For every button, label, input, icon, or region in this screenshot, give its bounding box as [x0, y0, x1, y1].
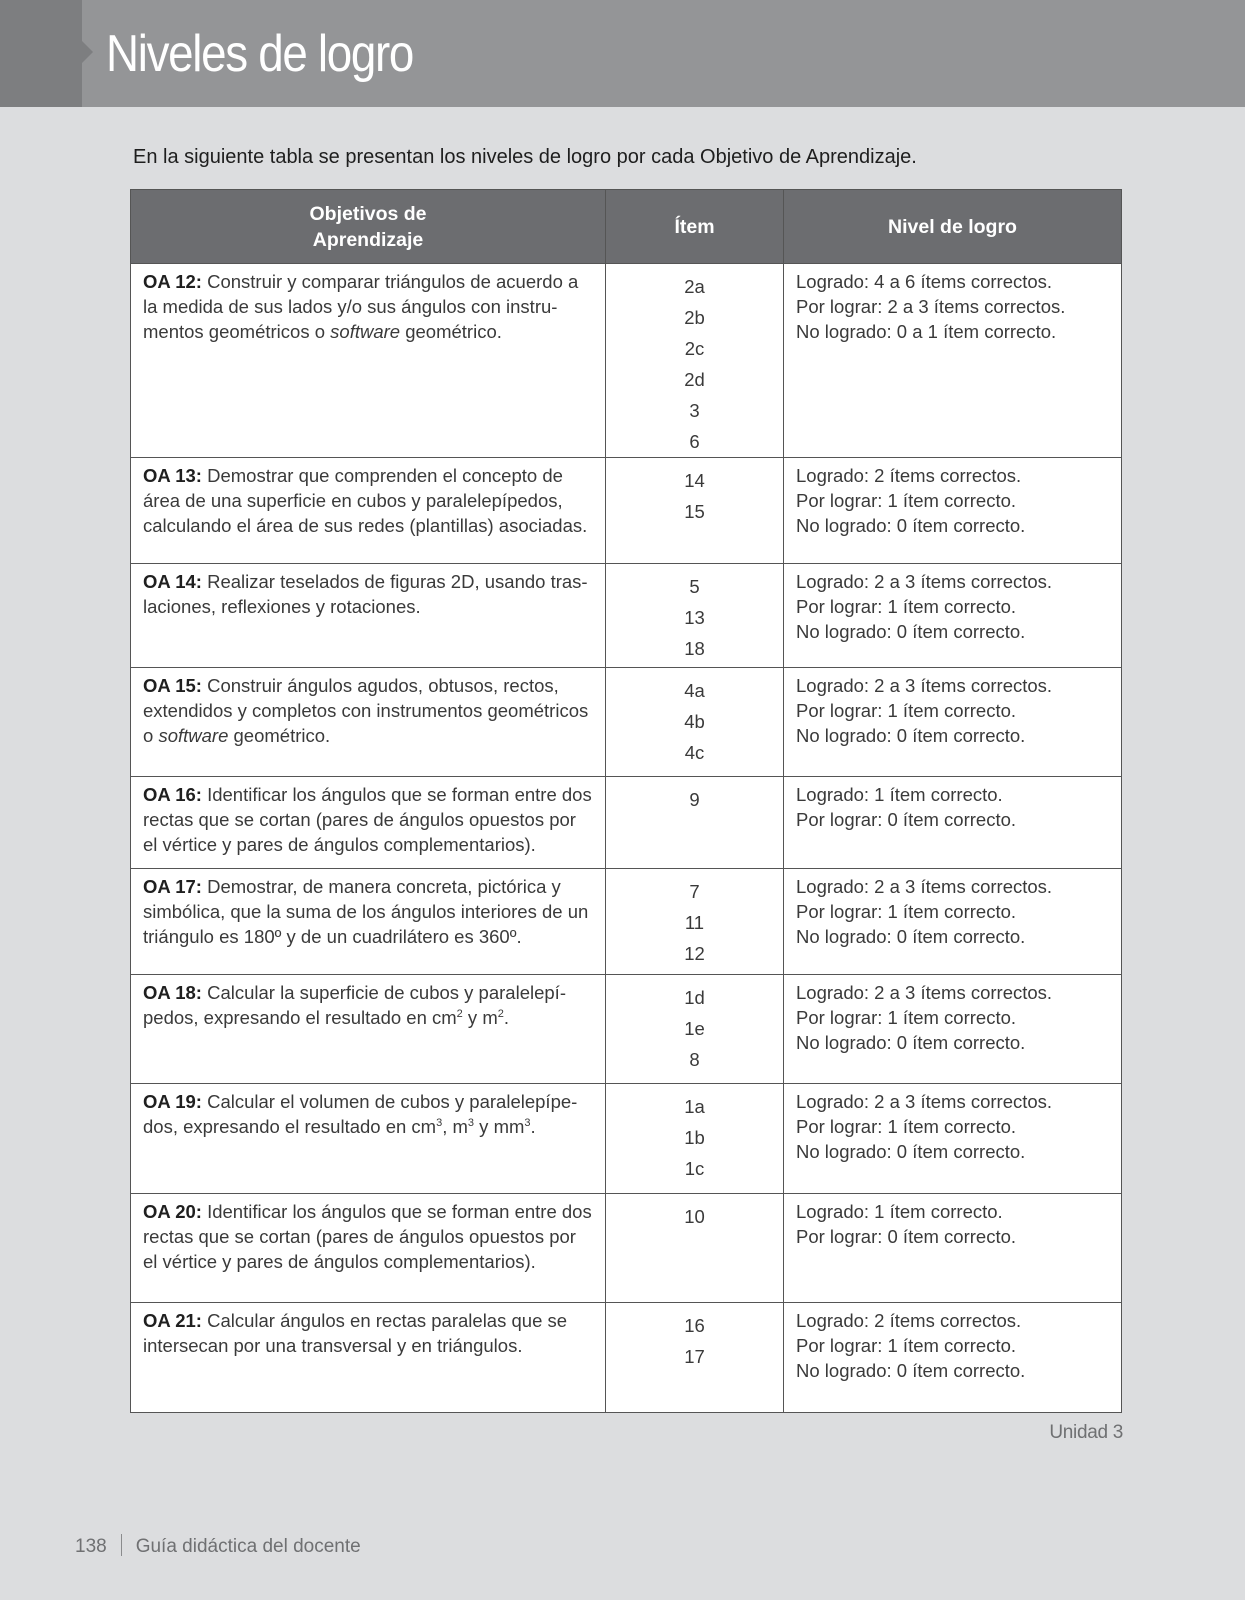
item-cell: [606, 458, 784, 564]
oa-description: Demostrar, de manera concreta, pictórica y simbólica, que la suma de los ángulos interiores de un triángulo es 180º y de un cuadrilátero es 360º.: [143, 876, 589, 947]
level-line: No logrado: 0 ítem correcto.: [796, 1141, 1026, 1162]
level-line: Por lograr: 1 ítem correcto.: [796, 490, 1017, 511]
level-line: Logrado: 1 ítem correcto.: [796, 784, 1003, 805]
oa-description: 3: [467, 1116, 475, 1129]
level-line: Logrado: 2 ítems correctos.: [796, 465, 1022, 486]
oa-description: Construir y comparar triángulos de acuerdo a la medida de sus lados y/o sus ángulos con instrumentos geométricos o: [143, 271, 579, 342]
table-row: [131, 975, 1122, 1084]
oa-description: 3: [524, 1116, 531, 1129]
table-row: [131, 1303, 1122, 1413]
footer: [75, 1534, 361, 1558]
level-cell: [784, 869, 1122, 975]
level-cell: [784, 264, 1122, 458]
item-cell: [606, 1303, 784, 1413]
item-number: 15: [684, 501, 705, 522]
level-cell: [784, 458, 1122, 564]
oa-code: OA 20:: [143, 1201, 202, 1222]
oa-description: software: [330, 321, 401, 342]
level-line: No logrado: 0 ítem correcto.: [796, 621, 1026, 642]
item-number: 18: [684, 638, 705, 659]
page-number: 138: [75, 1536, 107, 1557]
table-row: [131, 668, 1122, 777]
oa-description: 3: [436, 1116, 443, 1129]
oa-description: geométrico.: [228, 725, 331, 746]
level-line: Logrado: 2 a 3 ítems correctos.: [796, 876, 1053, 897]
item-number: 16: [684, 1315, 705, 1336]
oa-description: Demostrar que comprenden el concepto de área de una superficie en cubos y paralelepípedos, calculando el área de sus redes (plantillas) asociadas.: [143, 465, 588, 536]
oa-cell: [131, 777, 606, 869]
item-number: 2b: [684, 307, 705, 328]
oa-cell: [131, 1194, 606, 1303]
item-number: 11: [684, 912, 705, 933]
oa-cell: [131, 1084, 606, 1194]
item-number: 17: [684, 1346, 705, 1367]
footer-unit: Unidad 3: [1049, 1422, 1123, 1443]
level-line: Por lograr: 2 a 3 ítems correctos.: [796, 296, 1066, 317]
level-cell: [784, 564, 1122, 668]
item-cell: [606, 777, 784, 869]
level-cell: [784, 668, 1122, 777]
oa-description: Construir ángulos agudos, obtusos, rectos, extendidos y completos con instrumentos geométricos o: [143, 675, 589, 746]
item-number: 2a: [684, 276, 705, 297]
item-number: 2c: [684, 338, 705, 359]
item-number: 1d: [684, 987, 705, 1008]
item-cell: [606, 668, 784, 777]
item-number: 14: [684, 470, 705, 491]
level-cell: [784, 1303, 1122, 1413]
oa-code: OA 14:: [143, 571, 202, 592]
item-number: 8: [689, 1049, 700, 1070]
item-number: 13: [684, 607, 705, 628]
oa-description: Identificar los ángulos que se forman entre dos rectas que se cortan (pares de ángulos opuestos por el vértice y pares de ángulos complementarios).: [143, 784, 592, 855]
table-row: [131, 1084, 1122, 1194]
oa-code: OA 17:: [143, 876, 202, 897]
level-line: Logrado: 2 a 3 ítems correctos.: [796, 982, 1053, 1003]
table-row: [131, 458, 1122, 564]
item-cell: [606, 264, 784, 458]
level-line: No logrado: 0 ítem correcto.: [796, 1032, 1026, 1053]
oa-cell: [131, 1303, 606, 1413]
header-oa-line1: Objetivos de: [309, 202, 427, 225]
item-number: 1e: [684, 1018, 705, 1039]
level-cell: [784, 777, 1122, 869]
oa-description: Calcular el volumen de cubos y paralelepípedos, expresando el resultado en cm: [143, 1091, 578, 1137]
header-oa-line2: Aprendizaje: [312, 228, 424, 251]
oa-description: 2: [497, 1007, 504, 1020]
oa-description: .: [530, 1116, 536, 1137]
table-row: [131, 1194, 1122, 1303]
oa-cell: [131, 564, 606, 668]
table-row: [131, 869, 1122, 975]
item-cell: [606, 1194, 784, 1303]
header-arrow-icon: [82, 41, 93, 63]
oa-code: OA 16:: [143, 784, 202, 805]
header-level: Nivel de logro: [784, 190, 1122, 264]
item-number: 12: [684, 943, 705, 964]
level-line: Por lograr: 1 ítem correcto.: [796, 700, 1017, 721]
oa-description: y mm: [474, 1116, 525, 1137]
item-number: 10: [684, 1206, 705, 1227]
level-line: Por lograr: 1 ítem correcto.: [796, 1335, 1017, 1356]
levels-table: [130, 189, 1122, 1413]
oa-description: Calcular la superficie de cubos y paralelepípedos, expresando el resultado en cm: [143, 982, 566, 1028]
oa-code: OA 13:: [143, 465, 202, 486]
level-line: No logrado: 0 a 1 ítem correcto.: [796, 321, 1057, 342]
oa-description: Identificar los ángulos que se forman entre dos rectas que se cortan (pares de ángulos opuestos por el vértice y pares de ángulos complementarios).: [143, 1201, 592, 1272]
oa-description: .: [503, 1007, 510, 1028]
level-line: Logrado: 1 ítem correcto.: [796, 1201, 1003, 1222]
item-number: 9: [689, 789, 700, 810]
intro-text: En la siguiente tabla se presentan los niveles de logro por cada Objetivo de Aprendizaje.: [133, 146, 917, 168]
oa-description: geométrico.: [400, 321, 502, 342]
level-cell: [784, 1084, 1122, 1194]
level-line: No logrado: 0 ítem correcto.: [796, 515, 1026, 536]
table-header-row: [131, 190, 1122, 264]
level-line: Por lograr: 0 ítem correcto.: [796, 1226, 1017, 1247]
level-line: Logrado: 2 ítems correctos.: [796, 1310, 1022, 1331]
footer-divider: [121, 1534, 122, 1556]
level-line: Logrado: 2 a 3 ítems correctos.: [796, 675, 1053, 696]
table-row: [131, 564, 1122, 668]
level-line: Por lograr: 0 ítem correcto.: [796, 809, 1017, 830]
level-cell: [784, 975, 1122, 1084]
level-line: Logrado: 2 a 3 ítems correctos.: [796, 571, 1053, 592]
oa-code: OA 15:: [143, 675, 202, 696]
header-oa: [131, 190, 606, 264]
item-number: 2d: [684, 369, 705, 390]
level-line: Por lograr: 1 ítem correcto.: [796, 1116, 1017, 1137]
oa-description: , m: [442, 1116, 468, 1137]
header-item: Ítem: [606, 190, 784, 264]
table-row: [131, 264, 1122, 458]
oa-description: Calcular ángulos en rectas paralelas que se intersecan por una transversal y en triángulos.: [143, 1310, 568, 1356]
item-number: 6: [689, 431, 700, 452]
item-number: 4a: [684, 680, 705, 701]
item-cell: [606, 564, 784, 668]
item-cell: [606, 869, 784, 975]
oa-description: 2: [456, 1007, 463, 1020]
oa-description: y m: [462, 1007, 498, 1028]
oa-description: Realizar teselados de figuras 2D, usando traslaciones, reflexiones y rotaciones.: [143, 571, 588, 617]
level-line: No logrado: 0 ítem correcto.: [796, 1360, 1026, 1381]
item-cell: [606, 1084, 784, 1194]
item-number: 3: [689, 400, 700, 421]
oa-code: OA 19:: [143, 1091, 202, 1112]
level-line: Por lograr: 1 ítem correcto.: [796, 596, 1017, 617]
item-cell: [606, 975, 784, 1084]
item-number: 4c: [684, 742, 705, 763]
page-title: Niveles de logro: [106, 25, 414, 83]
item-number: 1b: [684, 1127, 705, 1148]
level-cell: [784, 1194, 1122, 1303]
header-tab: [0, 0, 82, 107]
level-line: Logrado: 4 a 6 ítems correctos.: [796, 271, 1053, 292]
book-title: Guía didáctica del docente: [135, 1536, 361, 1557]
item-number: 1c: [684, 1158, 705, 1179]
oa-cell: [131, 975, 606, 1084]
item-number: 7: [689, 881, 700, 902]
level-line: Logrado: 2 a 3 ítems correctos.: [796, 1091, 1053, 1112]
item-number: 4b: [684, 711, 705, 732]
table-row: [131, 777, 1122, 869]
oa-code: OA 21:: [143, 1310, 202, 1331]
item-number: 5: [689, 576, 700, 597]
oa-code: OA 12:: [143, 271, 202, 292]
level-line: Por lograr: 1 ítem correcto.: [796, 1007, 1017, 1028]
item-number: 1a: [684, 1096, 705, 1117]
oa-cell: [131, 458, 606, 564]
level-line: Por lograr: 1 ítem correcto.: [796, 901, 1017, 922]
oa-cell: [131, 668, 606, 777]
level-line: No logrado: 0 ítem correcto.: [796, 926, 1026, 947]
oa-description: software: [158, 725, 229, 746]
oa-cell: [131, 869, 606, 975]
table-body: [131, 264, 1122, 1413]
oa-code: OA 18:: [143, 982, 202, 1003]
oa-cell: [131, 264, 606, 458]
level-line: No logrado: 0 ítem correcto.: [796, 725, 1026, 746]
